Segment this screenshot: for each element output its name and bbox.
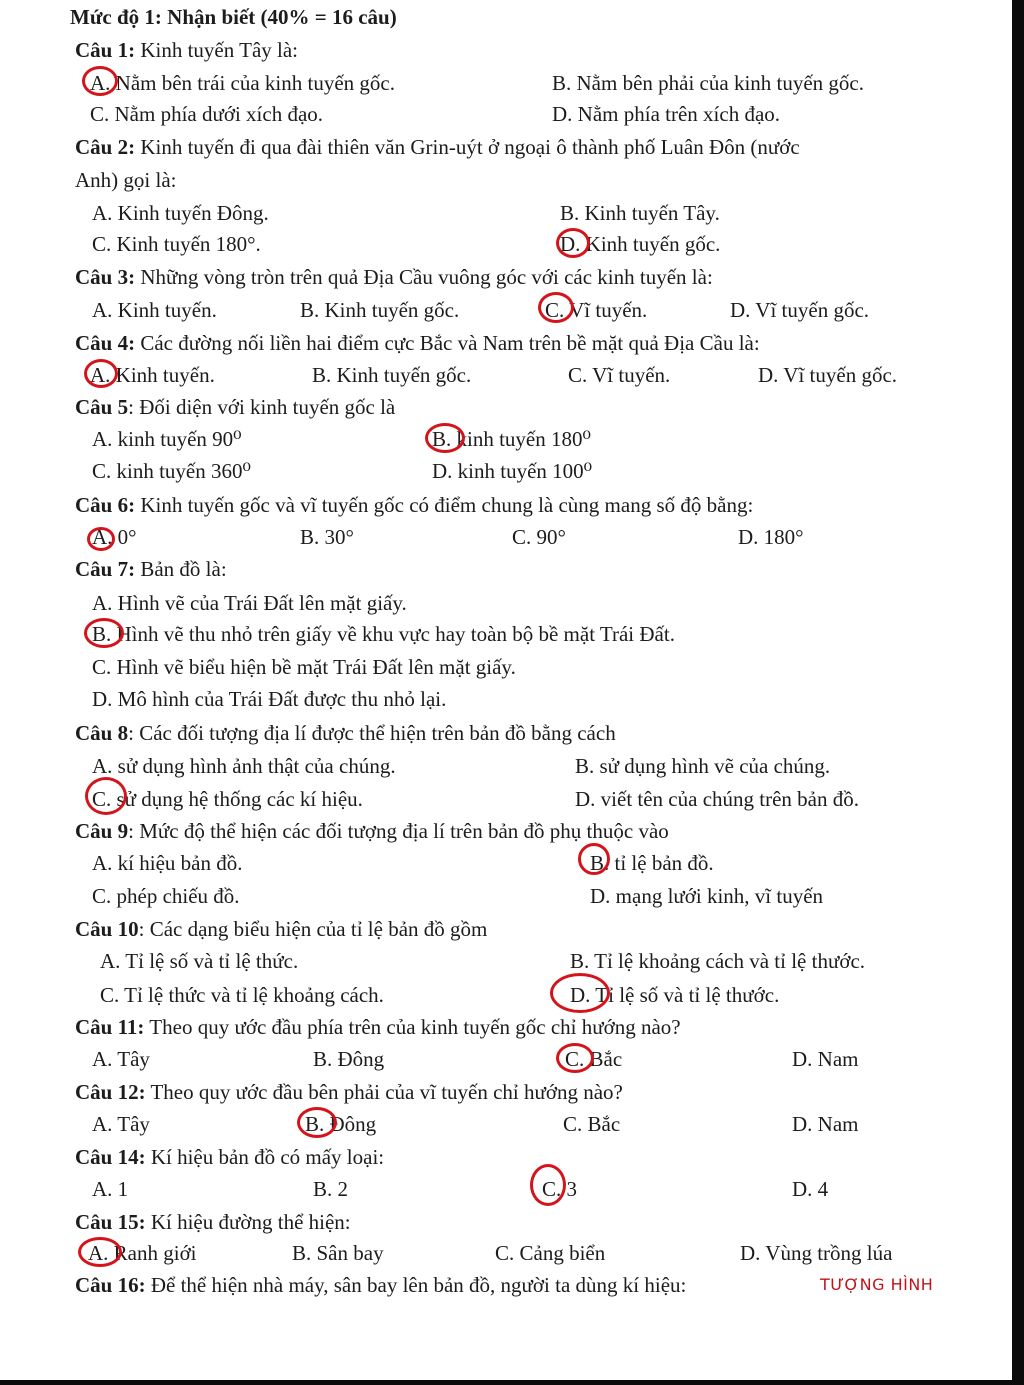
- window-frame-bottom: [0, 1380, 1024, 1385]
- option-7d: D. Mô hình của Trái Đất được thu nhỏ lại.: [92, 687, 447, 711]
- option-14a: A. 1: [92, 1177, 129, 1201]
- question-11: [75, 1014, 681, 1040]
- option-5a: A. kinh tuyến 90⁰: [92, 427, 242, 451]
- question-9: [75, 818, 669, 844]
- answer-circle-6a: [87, 527, 115, 551]
- option-12d: D. Nam: [792, 1112, 859, 1136]
- question-label: Câu 15:: [75, 1210, 146, 1234]
- question-label: Câu 7:: [75, 557, 136, 581]
- option-14d: D. 4: [792, 1177, 829, 1201]
- option-9a: A. kí hiệu bản đồ.: [92, 851, 243, 875]
- option-8c: C. sử dụng hệ thống các kí hiệu.: [92, 787, 363, 811]
- option-14b: B. 2: [313, 1177, 349, 1201]
- question-15: [75, 1209, 351, 1235]
- option-11b: B. Đông: [313, 1047, 385, 1071]
- question-text: : Các đối tượng địa lí được thể hiện trên bản đồ bằng cách: [128, 721, 616, 745]
- question-10: [75, 916, 487, 942]
- option-12b: B. Đông: [305, 1112, 377, 1136]
- option-10a: A. Tỉ lệ số và tỉ lệ thức.: [100, 949, 299, 973]
- question-label: Câu 6:: [75, 493, 136, 517]
- option-6b: B. 30°: [300, 525, 354, 549]
- option-2a: A. Kinh tuyến Đông.: [92, 201, 269, 225]
- option-3b: B. Kinh tuyến gốc.: [300, 298, 460, 322]
- option-7a: A. Hình vẽ của Trái Đất lên mặt giấy.: [92, 591, 407, 615]
- question-label: Câu 4:: [75, 331, 136, 355]
- option-7c: C. Hình vẽ biểu hiện bề mặt Trái Đất lên mặt giấy.: [92, 655, 516, 679]
- question-label: Câu 5: [75, 395, 129, 419]
- option-15b: B. Sân bay: [292, 1241, 384, 1265]
- section-heading: Mức độ 1: Nhận biết (40% = 16 câu): [70, 5, 397, 29]
- question-label: Câu 16:: [75, 1273, 146, 1297]
- question-1: [75, 37, 298, 63]
- option-12a: A. Tây: [92, 1112, 150, 1136]
- question-text: Kinh tuyến đi qua đài thiên văn Grin-uýt ở ngoại ô thành phố Luân Đôn (nước: [135, 135, 800, 159]
- option-5d: D. kinh tuyến 100⁰: [432, 459, 593, 483]
- answer-circle-14c: [530, 1164, 566, 1206]
- option-10c: C. Tỉ lệ thức và tỉ lệ khoảng cách.: [100, 983, 384, 1007]
- option-15a: A. Ranh giới: [88, 1241, 197, 1265]
- question-5: [75, 394, 395, 420]
- question-text: Kinh tuyến Tây là:: [135, 38, 299, 62]
- option-6a: A. 0°: [92, 525, 137, 549]
- answer-circle-2d: [556, 228, 590, 258]
- option-8d: D. viết tên của chúng trên bản đồ.: [575, 787, 859, 811]
- answer-circle-5b: [425, 423, 465, 453]
- question-text: Để thể hiện nhà máy, sân bay lên bản đồ, người ta dùng kí hiệu:: [145, 1273, 687, 1297]
- option-11a: A. Tây: [92, 1047, 150, 1071]
- question-label: Câu 14:: [75, 1145, 146, 1169]
- question-text: Các đường nối liền hai điểm cực Bắc và Nam trên bề mặt quả Địa Cầu là:: [135, 331, 760, 355]
- option-4d: D. Vĩ tuyến gốc.: [758, 363, 898, 387]
- question-text: : Mức độ thể hiện các đối tượng địa lí trên bản đồ phụ thuộc vào: [128, 819, 669, 843]
- question-label: Câu 2:: [75, 135, 136, 159]
- question-7: [75, 556, 227, 582]
- option-8a: A. sử dụng hình ảnh thật của chúng.: [92, 754, 396, 778]
- option-9b: B. tỉ lệ bản đồ.: [590, 851, 714, 875]
- question-3: [75, 264, 713, 290]
- option-15c: C. Cảng biển: [495, 1241, 606, 1265]
- option-4c: C. Vĩ tuyến.: [568, 363, 671, 387]
- window-frame-right: [1012, 0, 1024, 1385]
- question-text: Kí hiệu bản đồ có mấy loại:: [145, 1145, 385, 1169]
- question-16: [75, 1272, 686, 1298]
- question-label: Câu 11:: [75, 1015, 145, 1039]
- question-text: Theo quy ước đầu phía trên của kinh tuyến gốc chỉ hướng nào?: [144, 1015, 681, 1039]
- question-text: Kinh tuyến gốc và vĩ tuyến gốc có điểm chung là cùng mang số độ bằng:: [135, 493, 754, 517]
- question-8: [75, 720, 616, 746]
- option-6c: C. 90°: [512, 525, 566, 549]
- option-1d: D. Nằm phía trên xích đạo.: [552, 102, 781, 126]
- question-text: Kí hiệu đường thể hiện:: [145, 1210, 351, 1234]
- option-4b: B. Kinh tuyến gốc.: [312, 363, 472, 387]
- option-4a: A. Kinh tuyến.: [90, 363, 215, 387]
- question-text: : Đối diện với kinh tuyến gốc là: [128, 395, 396, 419]
- option-5b: B. kinh tuyến 180⁰: [432, 427, 591, 451]
- question-text: Theo quy ước đầu bên phải của vĩ tuyến chỉ hướng nào?: [145, 1080, 623, 1104]
- option-10b: B. Tỉ lệ khoảng cách và tỉ lệ thước.: [570, 949, 866, 973]
- answer-circle-7b: [84, 618, 124, 648]
- answer-circle-11c: [556, 1043, 594, 1073]
- option-1c: C. Nằm phía dưới xích đạo.: [90, 102, 324, 126]
- option-3c: C. Vĩ tuyến.: [545, 298, 648, 322]
- option-6d: D. 180°: [738, 525, 804, 549]
- question-label: Câu 1:: [75, 38, 136, 62]
- question-2: [75, 134, 800, 160]
- answer-circle-4a: [84, 359, 118, 388]
- question-14: [75, 1144, 384, 1170]
- answer-circle-15a: [78, 1237, 122, 1267]
- option-1a: A. Nằm bên trái của kinh tuyến gốc.: [90, 71, 395, 95]
- question-text: : Các dạng biểu hiện của tỉ lệ bản đồ gồm: [138, 917, 488, 941]
- question-label: Câu 8: [75, 721, 129, 745]
- option-9c: C. phép chiếu đồ.: [92, 884, 240, 908]
- question-text: Bản đồ là:: [135, 557, 227, 581]
- question-12: [75, 1079, 623, 1105]
- question-label: Câu 12:: [75, 1080, 146, 1104]
- answer-circle-1a: [82, 66, 118, 96]
- answer-circle-3c: [538, 292, 574, 323]
- question-label: Câu 10: [75, 917, 139, 941]
- answer-circle-9b: [578, 843, 610, 875]
- question-2-continued: Anh) gọi là:: [75, 168, 177, 192]
- option-1b: B. Nằm bên phải của kinh tuyến gốc.: [552, 71, 865, 95]
- question-6: [75, 492, 753, 518]
- answer-circle-8c: [85, 777, 127, 815]
- option-5c: C. kinh tuyến 360⁰: [92, 459, 251, 483]
- option-3d: D. Vĩ tuyến gốc.: [730, 298, 870, 322]
- option-14c: C. 3: [542, 1177, 578, 1201]
- handwritten-answer-q16: TƯỢNG HÌNH: [820, 1275, 934, 1294]
- option-10d: D. Tỉ lệ số và tỉ lệ thước.: [570, 983, 780, 1007]
- answer-circle-10d: [550, 973, 610, 1013]
- option-15d: D. Vùng trồng lúa: [740, 1241, 893, 1265]
- question-label: Câu 3:: [75, 265, 136, 289]
- option-8b: B. sử dụng hình vẽ của chúng.: [575, 754, 831, 778]
- option-2d: D. Kinh tuyến gốc.: [560, 232, 721, 256]
- option-3a: A. Kinh tuyến.: [92, 298, 217, 322]
- option-11c: C. Bắc: [565, 1047, 623, 1071]
- question-4: [75, 330, 760, 356]
- option-11d: D. Nam: [792, 1047, 859, 1071]
- option-7b: B. Hình vẽ thu nhỏ trên giấy về khu vực hay toàn bộ bề mặt Trái Đất.: [92, 622, 675, 646]
- option-9d: D. mạng lưới kinh, vĩ tuyến: [590, 884, 824, 908]
- option-2b: B. Kinh tuyến Tây.: [560, 201, 720, 225]
- option-2c: C. Kinh tuyến 180°.: [92, 232, 261, 256]
- option-12c: C. Bắc: [563, 1112, 621, 1136]
- answer-circle-12b: [297, 1107, 337, 1138]
- question-label: Câu 9: [75, 819, 129, 843]
- question-text: Những vòng tròn trên quả Địa Cầu vuông góc với các kinh tuyến là:: [135, 265, 713, 289]
